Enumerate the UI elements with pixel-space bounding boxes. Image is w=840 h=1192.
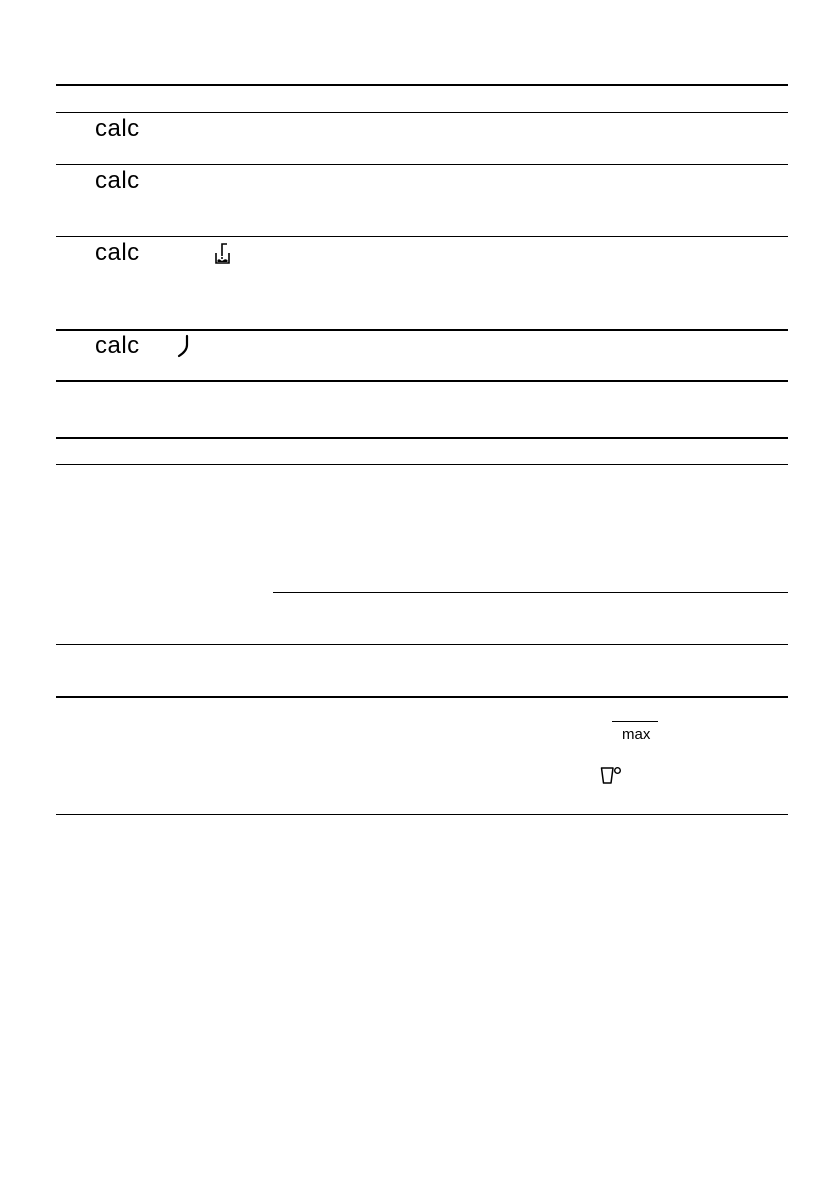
display-text-calc: calc	[95, 239, 140, 266]
table-rule-header	[56, 112, 788, 113]
display-text-calc: calc	[95, 115, 140, 142]
table-rule	[56, 329, 788, 331]
table-rule	[56, 380, 788, 382]
table-rule	[56, 236, 788, 237]
cup-icon	[600, 766, 622, 786]
max-label: max	[622, 726, 651, 743]
descaling-container-icon	[212, 240, 232, 266]
table-rule-header	[56, 464, 788, 465]
table-rule	[56, 644, 788, 645]
table-rule	[56, 696, 788, 698]
display-text-calc: calc	[95, 332, 140, 359]
milk-tube-icon	[176, 333, 192, 359]
display-text-calc: calc	[95, 167, 140, 194]
table-rule-partial	[273, 592, 788, 593]
table-rule	[56, 164, 788, 165]
max-overline	[612, 721, 658, 722]
table-rule-top	[56, 84, 788, 86]
table-rule	[56, 437, 788, 439]
table-rule-bottom	[56, 814, 788, 815]
